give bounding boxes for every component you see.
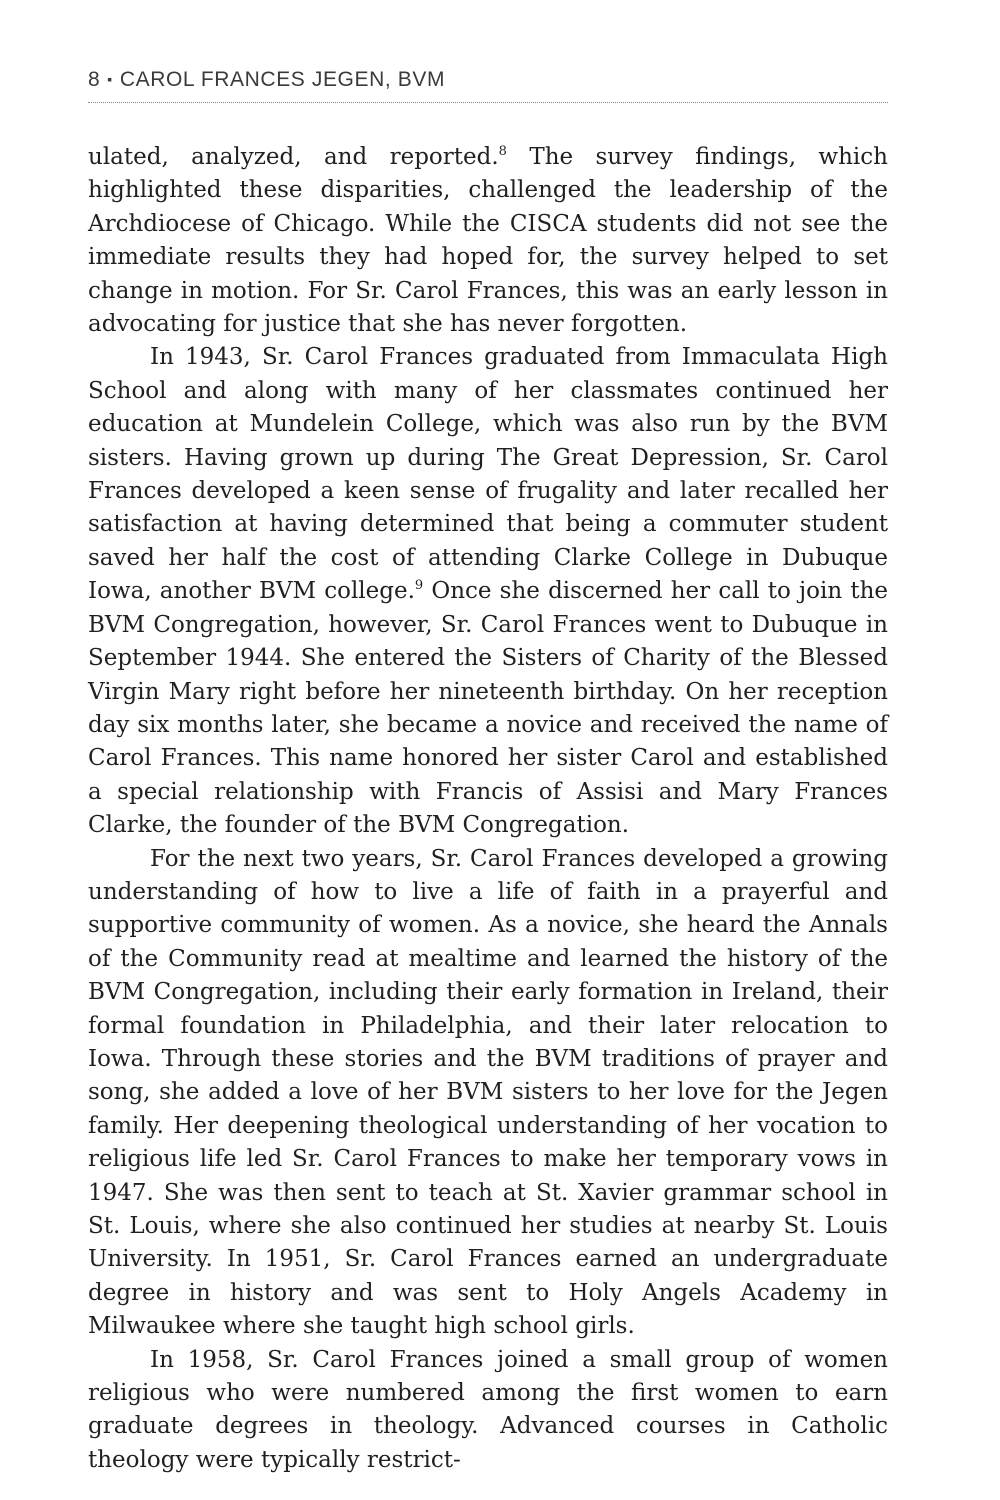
paragraph [88,341,888,842]
footnote-reference: 8 [498,144,507,159]
paragraph-text: In 1943, Sr. Carol Frances graduated from Immaculata High School and along with many of her classmates continued her education at Mundelein College, which was also run by the BVM sisters. Having grown up during The Great Depression, Sr. Carol Frances developed a keen sense of frugality and later recalled her satisfaction at having determined that being a commuter student saved her half the cost of attending Clarke College in Dubuque Iowa, another BVM college. [88,344,888,605]
paragraph-text: Once she discerned her call to join the BVM Congregation, however, Sr. Carol Frances went to Dubuque in September 1944. She entered the Sisters of Charity of the Blessed Virgin Mary right before her nineteenth birthday. On her reception day six months later, she became a novice and received the name of Carol Frances. This name honored her sister Carol and established a special relationship with Francis of Assisi and Mary Frances Clarke, the founder of the BVM Congregation. [88,578,888,839]
running-header [88,64,888,103]
paragraph-text: In 1958, Sr. Carol Frances joined a small group of women religious who were numbered among the first women to earn graduate degrees in theology. Advanced courses in Catholic theology were typically restrict- [88,1346,888,1473]
body-text [88,141,888,1477]
paragraph-text: For the next two years, Sr. Carol Frances developed a growing understanding of how to live a life of faith in a prayerful and supportive community of women. As a novice, she heard the Annals of the Community read at mealtime and learned the history of the BVM Congregation, including their early formation in Ireland, their formal foundation in Philadelphia, and their later relocation to Iowa. Through these stories and the BVM traditions of prayer and song, she added a love of her BVM sisters to her love for the Jegen family. Her deepening theological understanding of her vocation to religious life led Sr. Carol Frances to make her temporary vows in 1947. She was then sent to teach at St. Xavier grammar school in St. Louis, where she also continued her studies at nearby St. Louis University. In 1951, Sr. Carol Frances earned an undergraduate degree in history and was sent to Holy Angels Academy in Milwaukee where she taught high school girls. [88,845,888,1340]
paragraph-text: ulated, analyzed, and reported. [88,144,499,170]
running-title: CAROL FRANCES JEGEN, BVM [119,68,446,91]
footnote-reference: 9 [414,578,424,594]
page-number: 8 [88,68,101,91]
header-separator: ▪ [107,71,113,87]
paragraph [88,1344,888,1478]
paragraph-text: The survey findings, which highlighted these disparities, challenged the leadership of the Archdiocese of Chicago. While the CISCA students did not see the immediate results they had hoped for, the survey helped to set change in motion. For Sr. Carol Frances, this was an early lesson in advocating for justice that she has never forgotten. [88,144,888,338]
paragraph [88,141,888,341]
paragraph [88,843,888,1344]
